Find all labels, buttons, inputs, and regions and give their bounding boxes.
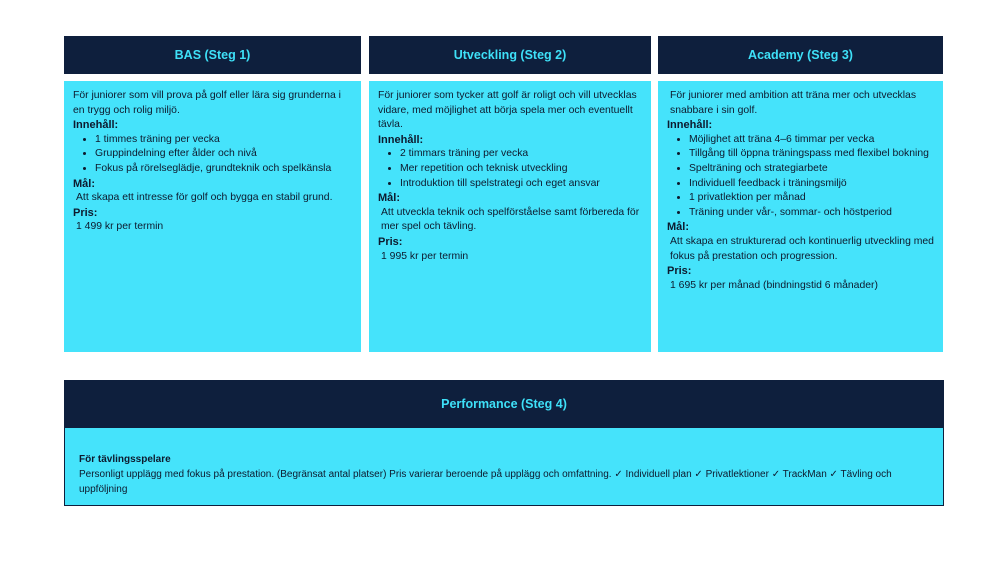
step-3-card	[658, 81, 943, 352]
step-3-price-label: Pris:	[667, 265, 692, 278]
step-3-header: Academy (Steg 3)	[658, 36, 943, 74]
list-item: • Individuell feedback i träningsmiljö	[689, 177, 934, 192]
performance-header: Performance (Steg 4)	[64, 380, 944, 428]
step-1-price-label: Pris:	[73, 206, 98, 219]
step-2-content-list	[378, 147, 642, 191]
step-2-content-label: Innehåll:	[378, 133, 424, 146]
step-1-price: 1 499 kr per termin	[76, 221, 164, 233]
list-item: • Möjlighet att träna 4–6 timmar per vecka	[689, 133, 934, 148]
step-2-price-label: Pris:	[378, 235, 403, 248]
step-1-content-list	[73, 133, 352, 177]
list-item: • 1 timmes träning per vecka	[95, 133, 352, 148]
list-item: • Gruppindelning efter ålder och nivå	[95, 147, 352, 162]
list-item: • Introduktion till spelstrategi och eget ansvar	[400, 177, 642, 192]
step-2-goal-label: Mål:	[378, 192, 400, 205]
step-3-price: 1 695 kr per månad (bindningstid 6 månader)	[670, 279, 878, 291]
step-1-goal-label: Mål:	[73, 177, 95, 190]
list-item: • 2 timmars träning per vecka	[400, 147, 642, 162]
list-item: • Tillgång till öppna träningspass med flexibel bokning	[689, 147, 934, 162]
performance-card	[64, 428, 944, 506]
step-2-intro: För juniorer som tycker att golf är roligt och vill utvecklas vidare, med möjlighet att börja spela mer och eventuellt tävla.	[378, 90, 637, 131]
step-1-content-label: Innehåll:	[73, 119, 119, 132]
list-item: • Träning under vår-, sommar- och höstperiod	[689, 206, 934, 221]
step-1-goal: Att skapa ett intresse för golf och bygga en stabil grund.	[76, 192, 333, 204]
step-2-goal: Att utveckla teknik och spelförståelse samt förbereda för mer spel och tävling.	[381, 206, 640, 233]
step-2-price: 1 995 kr per termin	[381, 250, 469, 262]
step-2-header: Utveckling (Steg 2)	[369, 36, 651, 74]
step-3-goal-label: Mål:	[667, 221, 689, 234]
performance-subheading: För tävlingsspelare	[79, 454, 171, 465]
list-item: • Fokus på rörelseglädje, grundteknik och spelkänsla	[95, 162, 352, 177]
step-1-card	[64, 81, 361, 352]
list-item: • Mer repetition och teknisk utveckling	[400, 162, 642, 177]
step-3-content-list	[667, 133, 934, 221]
list-item: • Spelträning och strategiarbete	[689, 162, 934, 177]
step-3-intro: För juniorer med ambition att träna mer och utvecklas snabbare i sin golf.	[670, 90, 917, 116]
step-3-goal: Att skapa en strukturerad och kontinuerlig utveckling med fokus på prestation och progression.	[670, 235, 934, 262]
step-1-intro: För juniorer som vill prova på golf eller lära sig grunderna i en trygg och rolig miljö.	[73, 90, 341, 116]
step-1-header: BAS (Steg 1)	[64, 36, 361, 74]
step-2-card	[369, 81, 651, 352]
list-item: • 1 privatlektion per månad	[689, 191, 934, 206]
step-3-content-label: Innehåll:	[667, 119, 713, 132]
performance-description: Personligt upplägg med fokus på prestation. (Begränsat antal platser) Pris varierar beroende på upplägg och omfattning. ✓ Individuell plan ✓ Privatlektioner ✓ TrackMan ✓ Tävling och uppföljning	[79, 469, 892, 495]
